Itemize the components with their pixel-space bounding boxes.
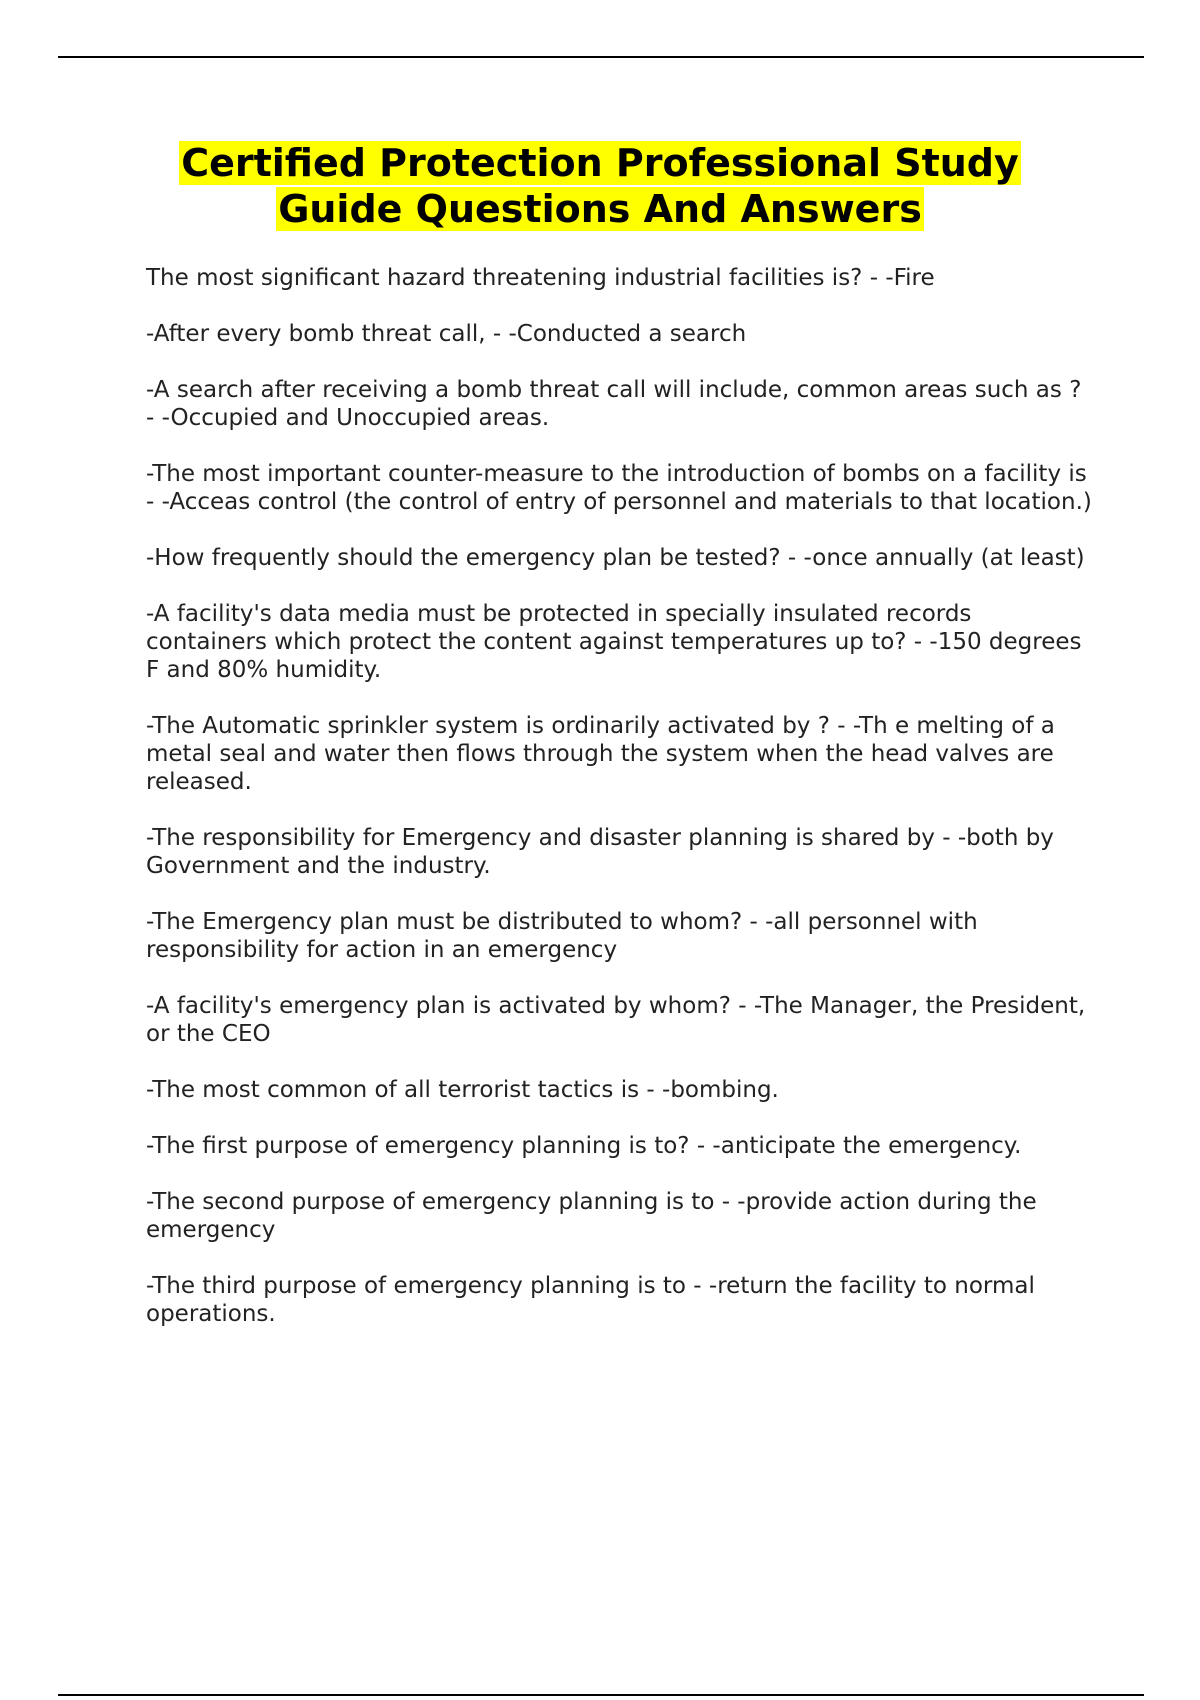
qa-item: -The most important counter-measure to the introduction of bombs on a facility is - -Acceas control (the control of entry of personnel and materials to that location.): [146, 461, 1092, 515]
qa-item: -The Emergency plan must be distributed to whom? - -all personnel with responsibility for action in an emergency: [146, 909, 978, 963]
bottom-rule: [58, 1694, 1144, 1696]
qa-item: -The first purpose of emergency planning is to? - -anticipate the emergency.: [146, 1133, 1022, 1159]
title-line-2: Guide Questions And Answers: [278, 187, 922, 231]
document-title: [100, 140, 1100, 232]
qa-list: [146, 264, 1092, 1356]
qa-item: -A facility's data media must be protected in specially insulated records containers which protect the content against temperatures up to? - -150 degrees F and 80% humidity.: [146, 601, 1082, 683]
qa-item: -The most common of all terrorist tactics is - -bombing.: [146, 1077, 779, 1103]
qa-item: -A facility's emergency plan is activated by whom? - -The Manager, the President, or the CEO: [146, 993, 1086, 1047]
qa-item: -The Automatic sprinkler system is ordinarily activated by ? - -Th e melting of a metal seal and water then flows through the system when the head valves are released.: [146, 713, 1055, 795]
qa-item: -A search after receiving a bomb threat call will include, common areas such as ? - -Occupied and Unoccupied areas.: [146, 377, 1082, 431]
qa-item: -The second purpose of emergency planning is to - -provide action during the emergency: [146, 1189, 1037, 1243]
top-rule: [58, 56, 1144, 58]
qa-item: The most significant hazard threatening industrial facilities is? - -Fire: [146, 265, 935, 291]
title-line-1: Certified Protection Professional Study: [181, 141, 1019, 185]
qa-item: -How frequently should the emergency plan be tested? - -once annually (at least): [146, 545, 1085, 571]
qa-item: -The responsibility for Emergency and disaster planning is shared by - -both by Government and the industry.: [146, 825, 1054, 879]
qa-item: -The third purpose of emergency planning is to - -return the facility to normal operations.: [146, 1273, 1035, 1327]
qa-item: -After every bomb threat call, - -Conducted a search: [146, 321, 747, 347]
